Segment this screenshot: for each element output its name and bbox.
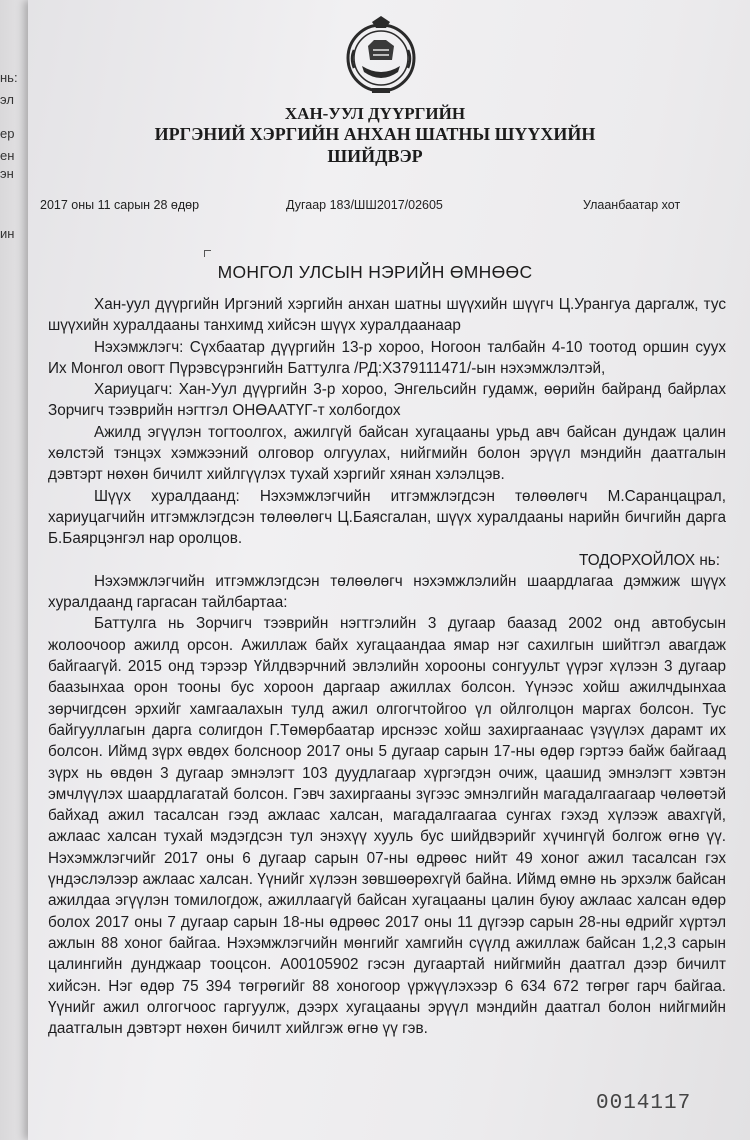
- paragraph: Ажилд эгүүлэн тогтоолгох, ажилгүй байсан хугацааны урьд авч байсан дундаж цалин хөлстэй тэнцэх хэмжээний олговор олгуулах, нийгмийн болон эрүүл мэндийн даатгалын дэвтэрт нөхөн бичилт хийлгүүлэх тухай хэргийг хянан хэлэлцэв.: [48, 423, 726, 484]
- decision-heading: ШИЙДВЭР: [327, 146, 423, 166]
- left-fragment: нь:: [0, 70, 18, 85]
- left-fragment: ер: [0, 126, 15, 141]
- corner-mark: [204, 250, 211, 257]
- paragraph: Хан-уул дүүргийн Иргэний хэргийн анхан шатны шүүхийн шүүгч Ц.Урангуа даргалж, тус шүүхийн хуралдааны танхимд хийсэн шүүх хуралдаанаар: [48, 296, 726, 335]
- court-district-heading: ХАН-УУЛ ДҮҮРГИЙН: [284, 104, 466, 123]
- paragraph: Шүүх хуралдаанд: Нэхэмжлэгчийн итгэмжлэгдсэн төлөөлөгч М.Саранцацрал, хариуцагчийн итгэмжлэгдсэн төлөөлөгч Ц.Баясгалан, шүүх хуралдааны нарийн бичгийн дарга Б.Баярцэнгэл нар оролцов.: [48, 487, 726, 548]
- left-fragment: ин: [0, 226, 15, 241]
- left-fragment: ен: [0, 148, 15, 163]
- paragraph: Нэхэмжлэгчийн итгэмжлэгдсэн төлөөлөгч нэхэмжлэлийн шаардлагаа дэмжиж шүүх хуралдаанд гаргасан тайлбартаа:: [48, 572, 726, 612]
- decision-number: Дугаар 183/ШШ2017/02605: [286, 198, 443, 212]
- document-title: МОНГОЛ УЛСЫН НЭРИЙН ӨМНӨӨС: [217, 262, 533, 282]
- decision-date: 2017 оны 11 сарын 28 өдөр: [40, 198, 200, 212]
- state-emblem-icon: [342, 16, 420, 96]
- decision-city: Улаанбаатар хот: [583, 198, 681, 212]
- paragraph: Нэхэмжлэгч: Сүхбаатар дүүргийн 13-р хороо, Ногоон талбайн 4-10 тоотод оршин суух Их Монгол овогт Пүрэвсүрэнгийн Баттулга /РД:ХЗ79111471/-ын нэхэмжлэлтэй,: [48, 338, 726, 377]
- page-serial-number: 0014117: [596, 1092, 692, 1115]
- paragraph: Хариуцагч: Хан-Уул дүүргийн 3-р хороо, Энгельсийн гудамж, өөрийн байранд байрлах Зорчигч тээврийн нэгтгэл ОНӨААТҮГ-т холбогдох: [48, 381, 726, 420]
- section-heading: ТОДОРХОЙЛОХ нь:: [579, 551, 720, 569]
- left-fragment: эн: [0, 166, 14, 181]
- paragraph: Баттулга нь Зорчигч тээврийн нэгтгэлийн 3 дугаар баазад 2002 онд автобусын жолоочоор ажилд орсон. Ажиллаж байх хугацаандаа ямар нэг сахилгын шийтгэл авагдаж байгаагүй. 2015 онд тэрээр Үйлдвэрчний эвлэлийн хорооны сонгуульт үүрэг хүлээн 3 дугаар баазынхаа орон тооны бус хороон даргаар ажиллах болсон. Үүнээс хойш ажилчдынхаа зөрчигдсөн эрхийг хамгаалахын тулд ажил олгогчтойгоо үл ойлголцон маргах болсон. Тус байгууллагын дарга солигдон Г.Төмөрбаатар ирснээс хойш захиргаанаас үзүүлэх дарамт их болсон. Иймд зүрх өвдөх болсноор 2017 оны 5 дугаар сарын 17-ны өдөр гэртээ байж байгаад зүрх нь өвдөн 3 дугаар эмнэлэгт 103 дуудлагаар хүргэгдэн очиж, цаашид эмнэлэгт хэвтэн эмчлүүлэх шаардлагатай болсон. Гэвч захиргааны зүгээс эмнэлгийн магадалгаагаар чөлөөтэй байхад ажил тасалсан гээд ажлаас халсан, магадалгаагаа сунгах гэхэд хүлээж авахгүй, ажлаас халсан тухай мэдэгдсэн тул энэхүү хууль бус шийдвэрийг хүчингүй болгож өгнө үү. Нэхэмжлэгчийг 2017 оны 6 дугаар сарын 07-ны өдрөөс нийт 49 хоног ажил тасалсан гэх үндэслэлээр ажлаас халсан. Үүнийг хүлээн зөвшөөрөхгүй байна. Иймд өмнө нь эрхэлж байсан ажилдаа эгүүлэн томилогдож, ажиллаагүй байсан хугацааны цалин буюу ажлаас халсан өдөр болох 2017 оны 7 дугаар сарын 18-ны өдрөөс 2017 оны 11 дүгээр сарын 28-ны өдрийг хүртэл ажлын 88 хоног байгаа. Нэхэмжлэгчийн мөнгийг хамгийн сүүлд ажиллаж байсан 1,2,3 сарын цалингийн дунджаар тооцсон. А00105902 гэсэн дугаартай нийгмийн даатгал дээр бичилт хийсэн. Нэг өдөр 75 394 төгрөгийг 88 хоногоор үржүүлэхээр 6 634 672 төгрөг гарч байгаа. Үүнийг ажил олгогчоос гаргуулж, дээрх хугацааны эрүүл мэндийн даатгал болон нийгмийн даатгалын дэвтэрт нөхөн бичилт хийлгэж өгнө үү гэв.: [48, 615, 726, 1038]
- court-name-heading: ИРГЭНИЙ ХЭРГИЙН АНХАН ШАТНЫ ШҮҮХИЙН: [154, 124, 596, 144]
- document-body: [48, 294, 726, 1039]
- left-fragment: эл: [0, 92, 14, 107]
